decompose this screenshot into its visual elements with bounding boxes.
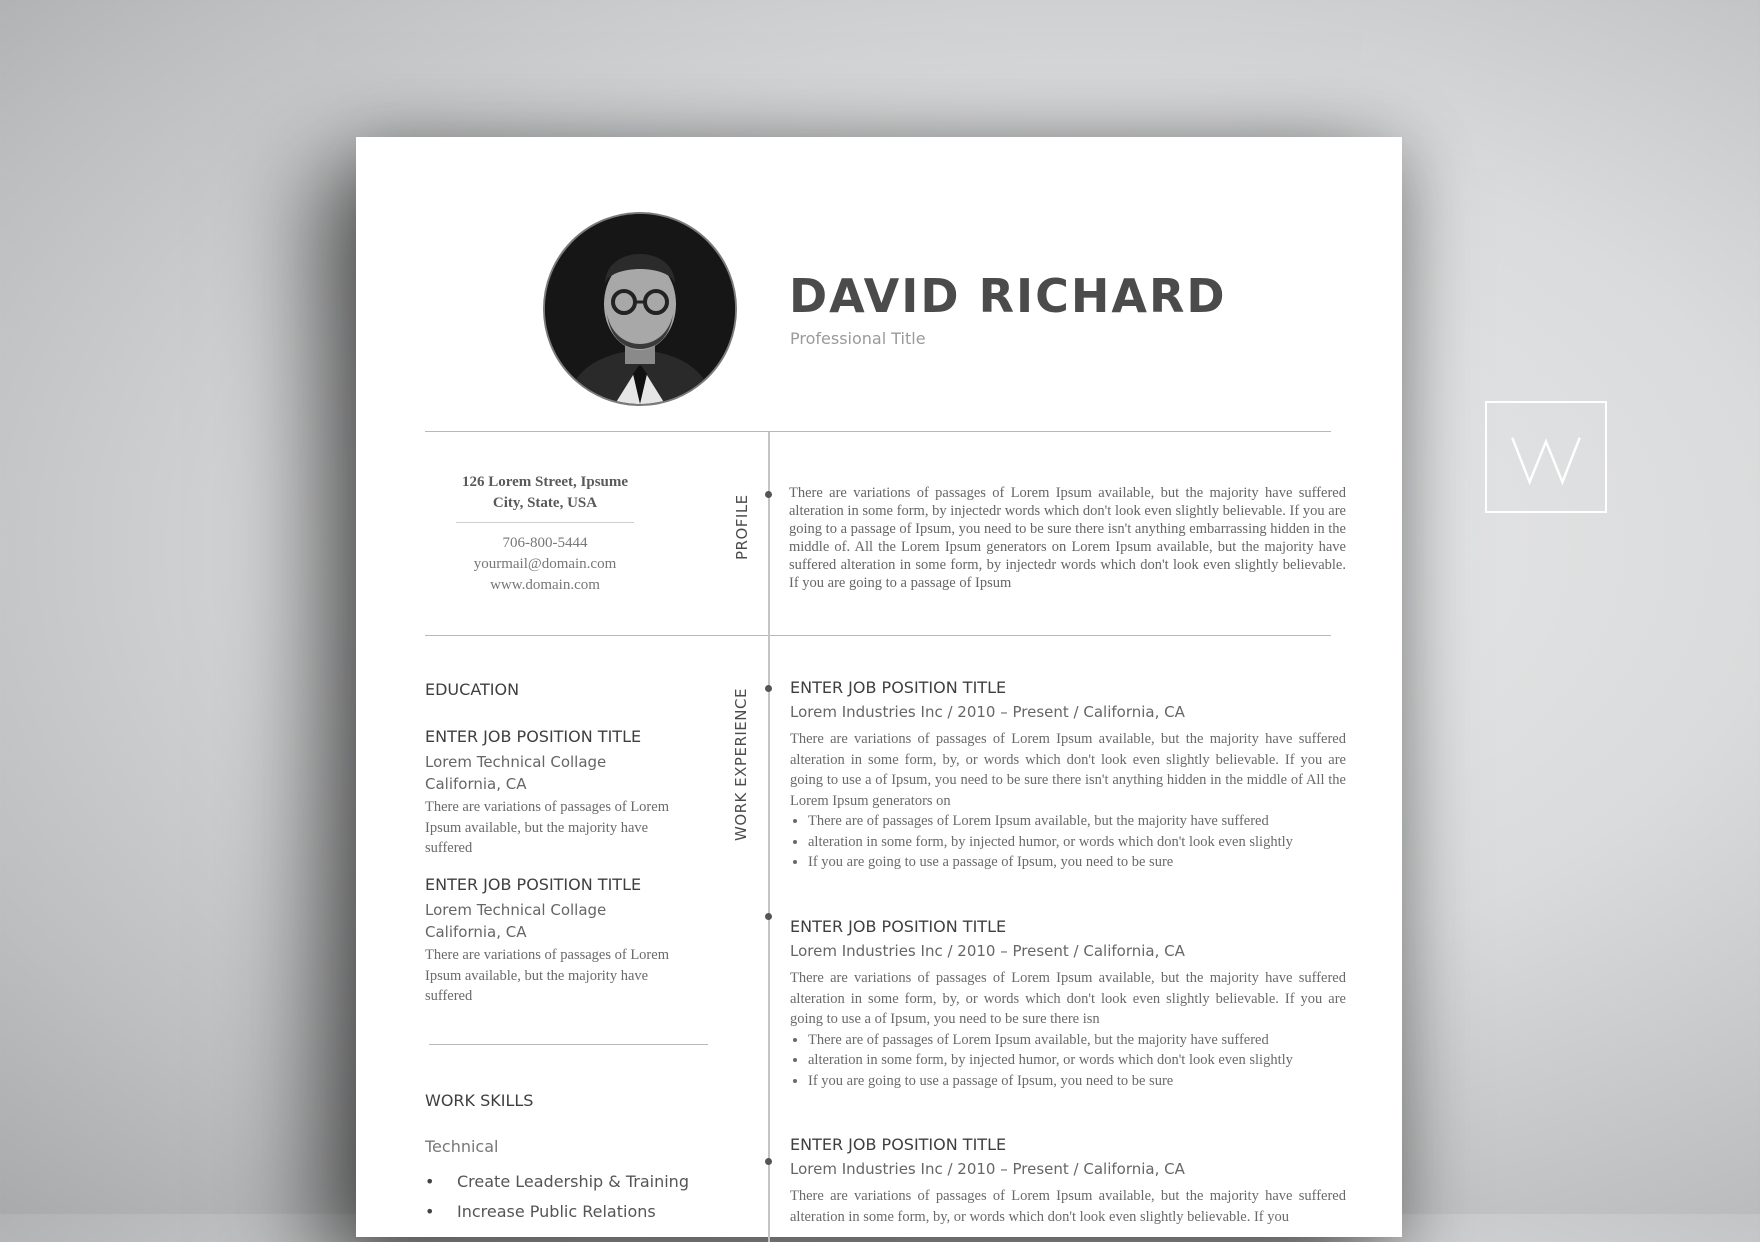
address-line-1: 126 Lorem Street, Ipsume bbox=[461, 474, 629, 490]
job-bullets bbox=[790, 1030, 1346, 1092]
skill-item: • Increase Public Relations bbox=[425, 1197, 689, 1227]
education-title: ENTER JOB POSITION TITLE bbox=[425, 875, 642, 894]
education-school: Lorem Technical Collage bbox=[425, 753, 607, 771]
w-logo-icon bbox=[1487, 403, 1605, 511]
profile-text: There are variations of passages of Lorem Ipsum available, but the majority have suffered alteration in some form, by injectedr words which don't look even slightly believable. If you are going to a passage of Ipsum, you need to be sure there isn't anything embarrassing hidden in the middle of. All the Lorem Ipsum generators on Lorem Ipsum available, but the majority have suffered alteration in some form, by injectedr words which don't look even slightly believable. If you are going to a passage of Ipsum bbox=[789, 485, 1346, 591]
job-bullet: • If you are going to use a passage of Ipsum, you need to be sure bbox=[808, 852, 1346, 873]
job-company: Lorem Industries Inc / 2010 – Present / California, CA bbox=[790, 942, 1185, 960]
education-location: California, CA bbox=[425, 923, 527, 941]
timeline-line bbox=[768, 432, 770, 1242]
work-experience-label: WORK EXPERIENCE bbox=[732, 688, 750, 841]
job-bullets bbox=[790, 811, 1346, 873]
professional-title: Professional Title bbox=[790, 329, 926, 348]
education-entry bbox=[425, 875, 695, 1007]
profile-divider bbox=[425, 635, 1331, 636]
job-bullet: • If you are going to use a passage of Ipsum, you need to be sure bbox=[808, 1071, 1346, 1092]
job-company: Lorem Industries Inc / 2010 – Present / California, CA bbox=[790, 703, 1185, 721]
education-school: Lorem Technical Collage bbox=[425, 901, 607, 919]
brand-logo bbox=[1485, 401, 1607, 513]
job-dot bbox=[765, 1158, 772, 1165]
job-dot bbox=[765, 913, 772, 920]
job-entry bbox=[790, 678, 1346, 873]
job-bullet: • alteration in some form, by injected humor, or words which don't look even slightly bbox=[808, 1050, 1346, 1071]
candidate-name: DAVID RICHARD bbox=[789, 269, 1227, 323]
job-dot bbox=[765, 685, 772, 692]
education-description: There are variations of passages of Lorem Ipsum available, but the majority have suffered bbox=[425, 799, 669, 856]
job-description: There are variations of passages of Lorem Ipsum available, but the majority have suffered alteration in some form, by, or words which don't look even slightly believable. If you bbox=[790, 1188, 1346, 1225]
skill-item: • Create Leadership & Training bbox=[425, 1167, 689, 1197]
education-divider bbox=[429, 1044, 708, 1045]
job-bullet: • alteration in some form, by injected humor, or words which don't look even slightly bbox=[808, 832, 1346, 853]
job-company: Lorem Industries Inc / 2010 – Present / California, CA bbox=[790, 1160, 1185, 1178]
job-bullet: • There are of passages of Lorem Ipsum available, but the majority have suffered bbox=[808, 811, 1346, 832]
education-entry bbox=[425, 727, 695, 859]
profile-photo bbox=[543, 212, 737, 406]
contact-separator bbox=[456, 522, 634, 523]
education-description: There are variations of passages of Lorem Ipsum available, but the majority have suffered bbox=[425, 947, 669, 1004]
job-title: ENTER JOB POSITION TITLE bbox=[790, 917, 1007, 936]
portrait-image bbox=[545, 214, 735, 404]
skills-heading: WORK SKILLS bbox=[425, 1091, 534, 1110]
header-divider bbox=[425, 431, 1331, 432]
skills-subheading: Technical bbox=[425, 1137, 499, 1156]
profile-label: PROFILE bbox=[733, 494, 751, 560]
phone: 706-800-5444 bbox=[502, 535, 588, 551]
contact-block bbox=[456, 472, 634, 596]
resume-page bbox=[356, 137, 1402, 1237]
profile-dot bbox=[765, 491, 772, 498]
education-title: ENTER JOB POSITION TITLE bbox=[425, 727, 642, 746]
job-bullet: • There are of passages of Lorem Ipsum available, but the majority have suffered bbox=[808, 1030, 1346, 1051]
job-entry bbox=[790, 1135, 1346, 1227]
website: www.domain.com bbox=[490, 577, 600, 593]
job-title: ENTER JOB POSITION TITLE bbox=[790, 1135, 1007, 1154]
address-line-2: City, State, USA bbox=[492, 495, 598, 511]
skills-list bbox=[425, 1167, 689, 1227]
education-location: California, CA bbox=[425, 775, 527, 793]
job-title: ENTER JOB POSITION TITLE bbox=[790, 678, 1007, 697]
job-entry bbox=[790, 917, 1346, 1091]
email: yourmail@domain.com bbox=[473, 556, 617, 572]
education-heading: EDUCATION bbox=[425, 680, 520, 699]
job-description: There are variations of passages of Lorem Ipsum available, but the majority have suffered alteration in some form, by, or words which don't look even slightly believable. If you are going to use a of Ipsum, you need to be sure there isn bbox=[790, 970, 1346, 1027]
job-description: There are variations of passages of Lorem Ipsum available, but the majority have suffered alteration in some form, by, or words which don't look even slightly believable. If you are going to use a of Ipsum, you need to be sure there isn't anything hidden in the middle of All the Lorem Ipsum generators on bbox=[790, 731, 1346, 809]
